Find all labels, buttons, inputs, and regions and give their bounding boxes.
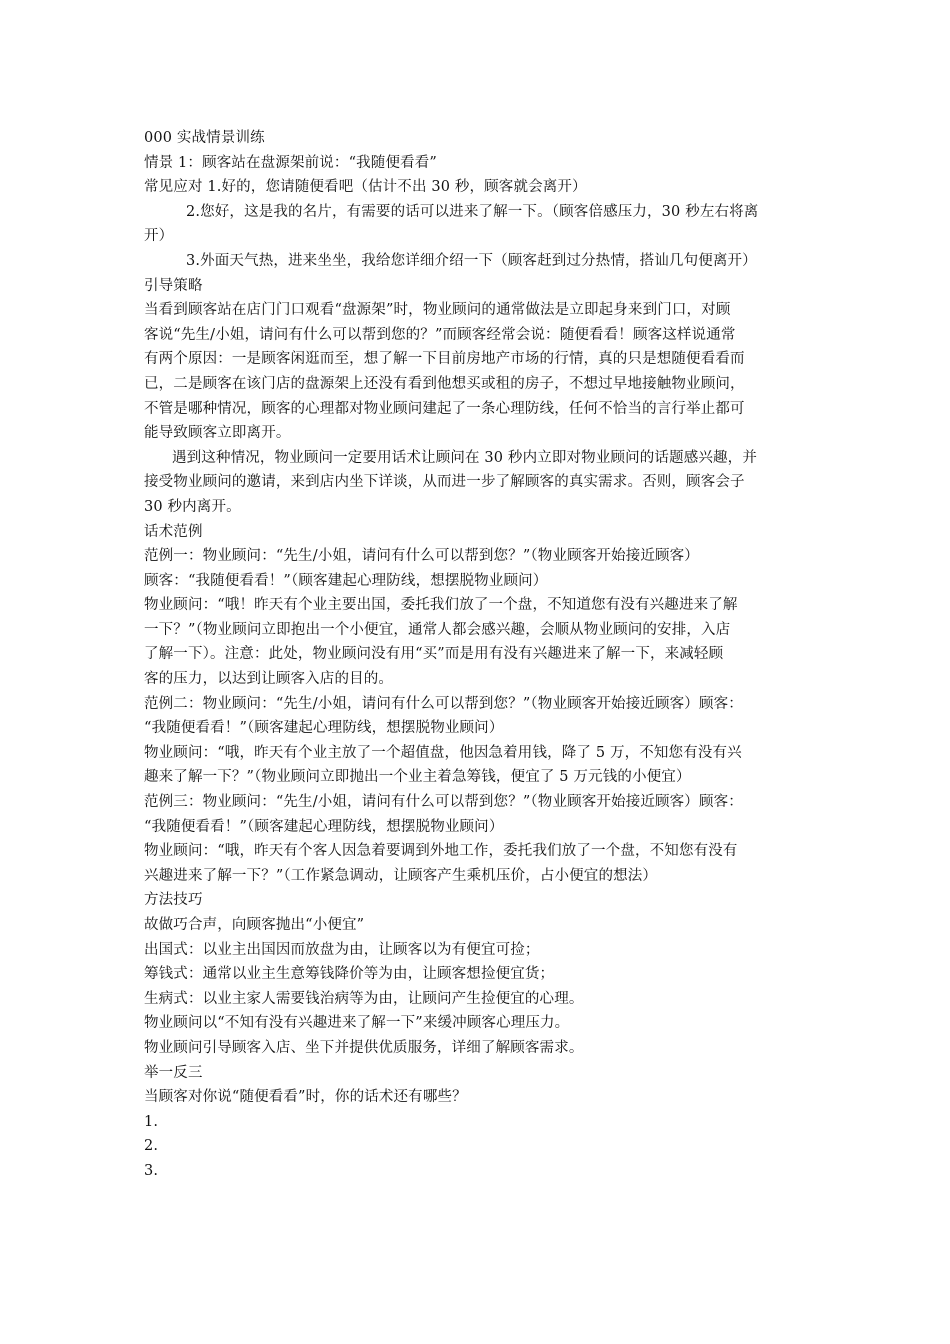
example-2-line: 趣来了解一下？”（物业顾问立即抛出一个业主着急筹钱，便宜了 5 万元钱的小便宜） bbox=[144, 769, 691, 786]
guide-paragraph-line: 能导致顾客立即离开。 bbox=[144, 425, 291, 442]
common-response-2: 2.您好，这是我的名片，有需要的话可以进来了解一下。（顾客倍感压力，30 秒左右将离 bbox=[186, 203, 759, 220]
common-response-3: 3.外面天气热，进来坐坐，我给您详细介绍一下（顾客赶到过分热情，搭讪几句便离开） bbox=[186, 252, 757, 269]
answer-slot: 2. bbox=[144, 1138, 159, 1155]
example-1-line: 物业顾问：“哦！昨天有个业主要出国，委托我们放了一个盘，不知道您有没有兴趣进来了解 bbox=[144, 597, 738, 614]
answer-slot: 3. bbox=[144, 1162, 159, 1179]
guide-paragraph-line: 客说“先生/小姐，请问有什么可以帮到您的？”而顾客经常会说：随便看看！顾客这样说通常 bbox=[144, 326, 736, 343]
guide-paragraph-line: 不管是哪种情况，顾客的心理都对物业顾问建起了一条心理防线，任何不恰当的言行举止都可 bbox=[144, 400, 745, 417]
example-2-line: 物业顾问：“哦，昨天有个业主放了一个超值盘，他因急着用钱，降了 5 万，不知您有没有兴 bbox=[144, 744, 742, 761]
guide-paragraph-line: 当看到顾客站在店门门口观看“盘源架”时，物业顾问的通常做法是立即起身来到门口，对顾 bbox=[144, 302, 731, 319]
guide-paragraph-line: 已，二是顾客在该门店的盘源架上还没有看到他想买或租的房子，不想过早地接触物业顾问， bbox=[144, 375, 745, 392]
method-item: 故做巧合声，向顾客抛出“小便宜” bbox=[144, 917, 365, 933]
guide-paragraph-2-line: 30 秒内离开。 bbox=[144, 498, 241, 515]
common-response-2-cont: 开） bbox=[144, 228, 174, 245]
guide-paragraph-2-line: 遇到这种情况，物业顾问一定要用话术让顾问在 30 秒内立即对物业顾问的话题感兴趣，并 bbox=[172, 449, 757, 466]
example-3-line: 范例三：物业顾问：“先生/小姐，请问有什么可以帮到您？”（物业顾客开始接近顾客）顾客： bbox=[144, 794, 743, 811]
answer-slot: 1. bbox=[144, 1113, 159, 1130]
example-1-line: 了解一下）。注意：此处，物业顾问没有用“买”而是用有没有兴趣进来了解一下，来减轻顾 bbox=[144, 646, 724, 663]
document-page bbox=[144, 126, 816, 1184]
example-3-line: “我随便看看！”（顾客建起心理防线，想摆脱物业顾问） bbox=[144, 818, 504, 835]
extend-heading: 举一反三 bbox=[144, 1064, 203, 1081]
method-item: 生病式：以业主家人需要钱治病等为由，让顾问产生捡便宜的心理。 bbox=[144, 990, 584, 1007]
example-3-line: 物业顾问：“哦，昨天有个客人因急着要调到外地工作，委托我们放了一个盘，不知您有没有 bbox=[144, 843, 738, 860]
method-item: 物业顾问以“不知有没有兴趣进来了解一下”来缓冲顾客心理压力。 bbox=[144, 1015, 570, 1032]
example-3-line: 兴趣进来了解一下？”（工作紧急调动，让顾客产生乘机压价，占小便宜的想法） bbox=[144, 867, 658, 884]
method-item: 物业顾问引导顾客入店、坐下并提供优质服务，详细了解顾客需求。 bbox=[144, 1039, 584, 1056]
example-1-line: 范例一：物业顾问：“先生/小姐，请问有什么可以帮到您？”（物业顾客开始接近顾客） bbox=[144, 548, 699, 565]
method-item: 出国式：以业主出国因而放盘为由，让顾客以为有便宜可捡； bbox=[144, 941, 540, 958]
example-1-line: 顾客：“我随便看看！”（顾客建起心理防线，想摆脱物业顾问） bbox=[144, 572, 548, 589]
guide-heading: 引导策略 bbox=[144, 277, 203, 294]
guide-paragraph-2-line: 接受物业顾问的邀请，来到店内坐下详谈，从而进一步了解顾客的真实需求。否则，顾客会子 bbox=[144, 474, 745, 491]
method-heading: 方法技巧 bbox=[144, 892, 203, 909]
common-response-1: 常见应对 1.好的，您请随便看吧（估计不出 30 秒，顾客就会离开） bbox=[144, 179, 587, 196]
example-2-line: 范例二：物业顾问：“先生/小姐，请问有什么可以帮到您？”（物业顾客开始接近顾客）顾客： bbox=[144, 695, 743, 712]
scene-title: 情景 1：顾客站在盘源架前说：“我随便看看” bbox=[144, 154, 437, 171]
method-item: 筹钱式：通常以业主生意筹钱降价等为由，让顾客想捡便宜货； bbox=[144, 966, 555, 983]
guide-paragraph-line: 有两个原因：一是顾客闲逛而至，想了解一下目前房地产市场的行情，真的只是想随便看看而 bbox=[144, 351, 745, 368]
example-1-line: 客的压力，以达到让顾客入店的目的。 bbox=[144, 671, 394, 688]
example-2-line: “我随便看看！”（顾客建起心理防线，想摆脱物业顾问） bbox=[144, 720, 504, 737]
script-heading: 话术范例 bbox=[144, 523, 203, 540]
example-1-line: 一下？”（物业顾问立即抱出一个小便宜，通常人都会感兴趣，会顺从物业顾问的安排，入店 bbox=[144, 621, 731, 638]
document-title: 000 实战情景训练 bbox=[144, 130, 265, 146]
extend-question: 当顾客对你说“随便看看”时，你的话术还有哪些？ bbox=[144, 1089, 467, 1106]
